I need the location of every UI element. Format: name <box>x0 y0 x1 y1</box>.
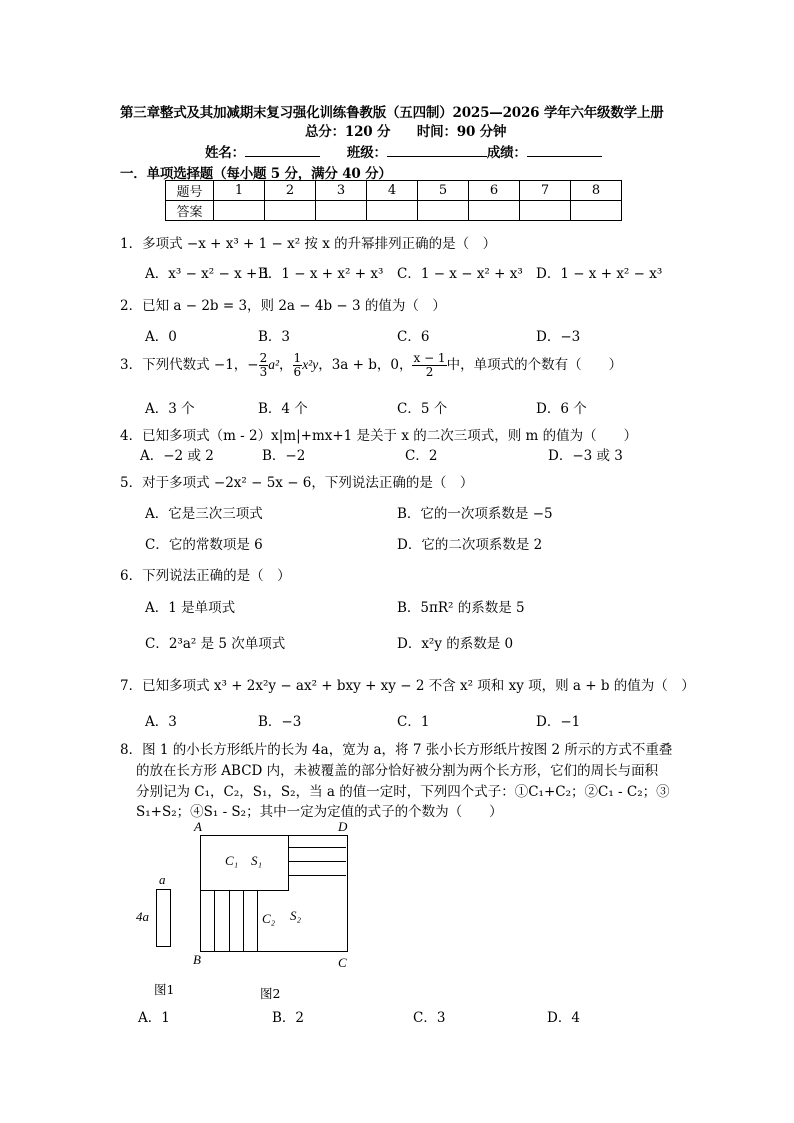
fig1-length-label: 4a <box>136 909 149 924</box>
q3-frac1-sign: − <box>247 357 259 373</box>
label-c1: C₁ <box>225 853 239 868</box>
q3-option-c[interactable]: C．5 个 <box>397 401 448 417</box>
question-number-cell: 8 <box>571 181 622 201</box>
fig2-caption: 图2 <box>260 986 281 1001</box>
q6-option-c[interactable]: C．2³a² 是 5 次单项式 <box>145 636 286 652</box>
small-rect-vertical <box>243 891 244 951</box>
class-blank[interactable] <box>387 156 487 157</box>
label-c: C <box>338 955 347 970</box>
q2-option-a[interactable]: A．0 <box>145 329 177 345</box>
score-blank[interactable] <box>527 156 602 157</box>
small-rect-horizontal <box>289 875 346 876</box>
q3-option-a[interactable]: A．3 个 <box>145 401 195 417</box>
answer-cell[interactable] <box>214 201 265 221</box>
question-8-line-3: 分别记为 C₁，C₂，S₁，S₂，当 a 的值一定时，下列四个式子：①C₁+C₂；②C₁ - C₂；③ <box>136 784 670 800</box>
question-number-cell: 7 <box>520 181 571 201</box>
q4-option-c[interactable]: C．2 <box>405 448 438 464</box>
question-number-cell: 4 <box>367 181 418 201</box>
q6-option-a[interactable]: A．1 是单项式 <box>145 600 236 616</box>
table-row-label: 题号 <box>166 181 214 201</box>
section-heading: 一．单项选择题（每小题 5 分，满分 40 分） <box>120 166 392 182</box>
question-3-stem <box>120 352 622 379</box>
q7-option-d[interactable]: D．−1 <box>536 714 581 730</box>
question-1-stem: 1．多项式 −x + x³ + 1 − x² 按 x 的升幂排列正确的是（ ） <box>120 236 497 252</box>
q3-fraction-1 <box>259 352 269 379</box>
small-rect-horizontal <box>289 847 346 848</box>
answer-table <box>165 180 622 221</box>
q3-frac2-term: x²y <box>302 357 319 372</box>
answer-cell[interactable] <box>469 201 520 221</box>
q1-option-b[interactable]: B．1 − x + x² + x³ <box>258 266 384 282</box>
q6-option-b[interactable]: B．5πR² 的系数是 5 <box>397 600 525 616</box>
q7-option-b[interactable]: B．−3 <box>258 714 302 730</box>
label-s1: S₁ <box>251 853 263 868</box>
q1-option-d[interactable]: D．1 − x + x² − x³ <box>536 266 663 282</box>
label-s2: S₂ <box>290 908 302 923</box>
q3-fraction-2 <box>293 352 303 379</box>
fraction-numerator: x − 1 <box>413 351 446 365</box>
fig1-rectangle <box>156 889 171 947</box>
answer-cell[interactable] <box>316 201 367 221</box>
label-b: B <box>193 952 201 967</box>
class-label: 班级： <box>346 145 387 161</box>
q8-option-c[interactable]: C．3 <box>413 1010 446 1026</box>
small-rect-vertical <box>229 891 230 951</box>
q3-stem-part-a: 3．下列代数式 −1， <box>120 357 248 373</box>
q1-option-c[interactable]: C．1 − x − x² + x³ <box>397 266 523 282</box>
q5-option-a[interactable]: A．它是三次三项式 <box>145 506 263 522</box>
region-1-boundary <box>200 835 289 891</box>
answer-cell[interactable] <box>520 201 571 221</box>
q3-option-b[interactable]: B．4 个 <box>258 401 308 417</box>
q3-stem-part-b: ， <box>279 357 293 373</box>
fraction-numerator: 1 <box>293 351 302 365</box>
question-2-stem: 2．已知 a − 2b = 3，则 2a − 4b − 3 的值为（ ） <box>120 298 446 314</box>
question-number-cell: 1 <box>214 181 265 201</box>
score-label: 成绩： <box>486 145 527 161</box>
label-a: A <box>194 819 202 834</box>
question-8-line-2: 的放在长方形 ABCD 内，未被覆盖的部分恰好被分割为两个长方形，它们的周长与面积 <box>136 763 659 779</box>
fraction-denominator: 6 <box>293 365 302 379</box>
q7-option-a[interactable]: A．3 <box>145 714 177 730</box>
small-rect-vertical <box>257 891 258 951</box>
q6-option-d[interactable]: D．x²y 的系数是 0 <box>397 636 514 652</box>
fraction-denominator: 3 <box>259 365 268 379</box>
question-8-line-4: S₁+S₂；④S₁ - S₂；其中一定为定值的式子的个数为（ ） <box>136 804 503 820</box>
table-row <box>166 181 622 201</box>
q1-option-a[interactable]: A．x³ − x² − x + 1 <box>145 266 271 282</box>
document-title: 第三章整式及其加减期末复习强化训练鲁教版（五四制）2025—2026 学年六年级数学上册 <box>120 105 664 121</box>
q3-option-d[interactable]: D．6 个 <box>536 401 587 417</box>
q2-option-d[interactable]: D．−3 <box>536 329 581 345</box>
q5-option-b[interactable]: B．它的一次项系数是 −5 <box>397 506 553 522</box>
answer-cell[interactable] <box>418 201 469 221</box>
q5-option-d[interactable]: D．它的二次项系数是 2 <box>397 537 543 553</box>
q4-option-b[interactable]: B．−2 <box>262 448 306 464</box>
small-rect-vertical <box>214 891 215 951</box>
fig1-width-label: a <box>159 872 166 887</box>
q7-option-c[interactable]: C．1 <box>397 714 430 730</box>
question-number-cell: 6 <box>469 181 520 201</box>
q4-option-d[interactable]: D．−3 或 3 <box>548 448 623 464</box>
name-blank[interactable] <box>245 156 320 157</box>
table-row <box>166 201 622 221</box>
question-number-cell: 5 <box>418 181 469 201</box>
fraction-denominator: 2 <box>425 365 434 379</box>
q3-stem-part-d: 中，单项式的个数有（ ） <box>446 357 623 373</box>
q2-option-c[interactable]: C．6 <box>397 329 430 345</box>
question-number-cell: 2 <box>265 181 316 201</box>
small-rect-horizontal <box>289 861 346 862</box>
exam-meta: 总分：120 分 时间：90 分钟 <box>305 124 507 140</box>
question-5-stem: 5．对于多项式 −2x² − 5x − 6，下列说法正确的是（ ） <box>120 475 474 491</box>
q8-option-b[interactable]: B．2 <box>272 1010 305 1026</box>
label-d: D <box>338 819 348 834</box>
label-c2: C₂ <box>262 911 276 926</box>
question-7-stem: 7．已知多项式 x³ + 2x²y − ax² + bxy + xy − 2 不含 x² 项和 xy 项，则 a + b 的值为（ ） <box>120 678 695 694</box>
fraction-numerator: 2 <box>259 351 268 365</box>
q5-option-c[interactable]: C．它的常数项是 6 <box>145 537 263 553</box>
question-8-line-1: 8．图 1 的小长方形纸片的长为 4a，宽为 a，将 7 张小长方形纸片按图 2 所示的方式不重叠 <box>120 742 673 758</box>
question-6-stem: 6．下列说法正确的是（ ） <box>120 568 291 584</box>
q3-frac1-term: a² <box>268 357 280 372</box>
q3-fraction-3 <box>412 352 446 379</box>
answer-cell[interactable] <box>571 201 622 221</box>
name-label: 姓名： <box>205 145 245 161</box>
question-number-cell: 3 <box>316 181 367 201</box>
q8-option-d[interactable]: D．4 <box>547 1010 580 1026</box>
q4-option-a[interactable]: A．−2 或 2 <box>140 448 214 464</box>
answer-cell[interactable] <box>265 201 316 221</box>
question-4-stem: 4．已知多项式（m - 2）x|m|+mx+1 是关于 x 的二次三项式，则 m 的值为（ ） <box>120 428 638 444</box>
q8-option-a[interactable]: A．1 <box>138 1010 170 1026</box>
answer-cell[interactable] <box>367 201 418 221</box>
q2-option-b[interactable]: B．3 <box>258 329 291 345</box>
student-info-row <box>205 141 602 161</box>
q3-stem-part-c: ，3a + b，0， <box>318 357 413 373</box>
fig1-caption: 图1 <box>154 982 175 997</box>
table-row-label: 答案 <box>166 201 214 221</box>
